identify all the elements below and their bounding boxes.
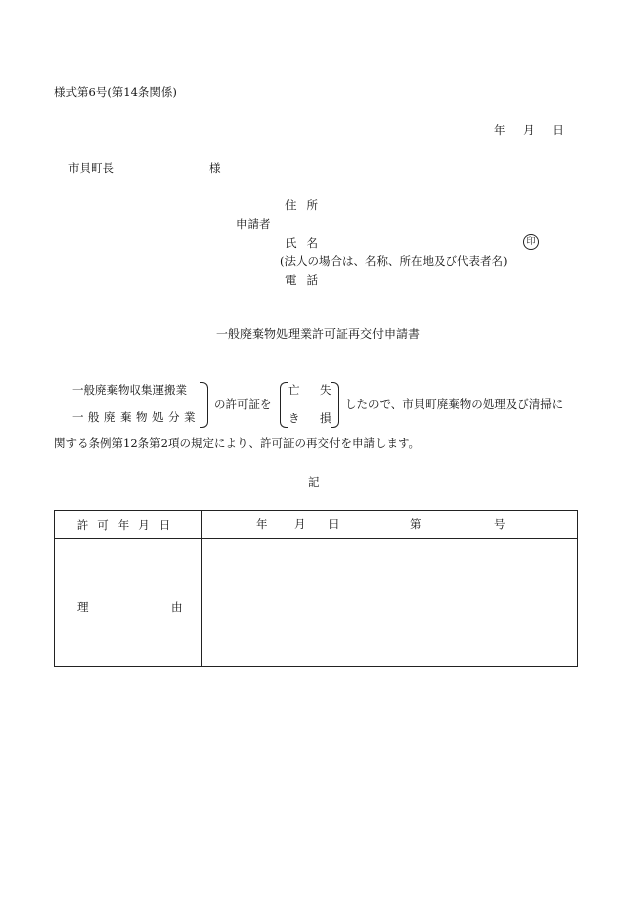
permit-info-table xyxy=(54,510,578,667)
body-sentence-1: したので、市貝町廃棄物の処理及び清掃に xyxy=(345,397,564,411)
loss-brace-left xyxy=(280,382,288,428)
date-month: 月 xyxy=(523,123,535,137)
date-day: 日 xyxy=(552,123,564,137)
permit-date-row xyxy=(55,511,578,539)
business-type-collection: 一般廃棄物収集運搬業 xyxy=(72,383,187,397)
loss-option-1a: 亡 xyxy=(288,383,300,397)
corporate-note: (法人の場合は、名称、所在地及び代表者名) xyxy=(280,254,508,268)
connector-text: の許可証を xyxy=(214,397,272,411)
business-type-disposal: 一般廃棄物処分業 xyxy=(72,410,200,424)
ki-heading: 記 xyxy=(308,475,320,489)
permit-number-prefix: 第 xyxy=(410,517,422,531)
application-date xyxy=(494,124,564,138)
reason-row xyxy=(55,539,578,667)
business-brace xyxy=(200,382,208,428)
name-label: 氏名 xyxy=(285,236,328,250)
document-title: 一般廃棄物処理業許可証再交付申請書 xyxy=(216,327,421,341)
address-label: 住所 xyxy=(285,198,328,212)
loss-option-2a: き xyxy=(288,411,300,425)
permit-month: 月 xyxy=(294,517,306,531)
seal-mark: 印 xyxy=(523,234,539,250)
date-year: 年 xyxy=(494,123,506,137)
permit-date-label: 許可年月日 xyxy=(55,511,202,539)
permit-year: 年 xyxy=(256,517,268,531)
reason-value[interactable] xyxy=(202,539,578,667)
applicant-label: 申請者 xyxy=(236,217,271,231)
form-number: 様式第6号(第14条関係) xyxy=(54,85,177,99)
reason-label xyxy=(55,539,202,667)
loss-option-1b: 失 xyxy=(320,383,332,397)
loss-option-2b: 損 xyxy=(320,411,332,425)
loss-brace-right xyxy=(331,382,339,428)
phone-label: 電話 xyxy=(285,273,328,287)
body-sentence-2: 関する条例第12条第2項の規定により、許可証の再交付を申請します。 xyxy=(54,436,421,450)
reason-label-1: 理 xyxy=(77,600,89,614)
honorific: 様 xyxy=(209,161,221,175)
addressee: 市貝町長 xyxy=(68,161,114,175)
permit-number-suffix: 号 xyxy=(494,517,506,531)
reason-label-2: 由 xyxy=(171,600,183,614)
permit-date-value[interactable] xyxy=(202,511,578,539)
permit-day: 日 xyxy=(328,517,340,531)
